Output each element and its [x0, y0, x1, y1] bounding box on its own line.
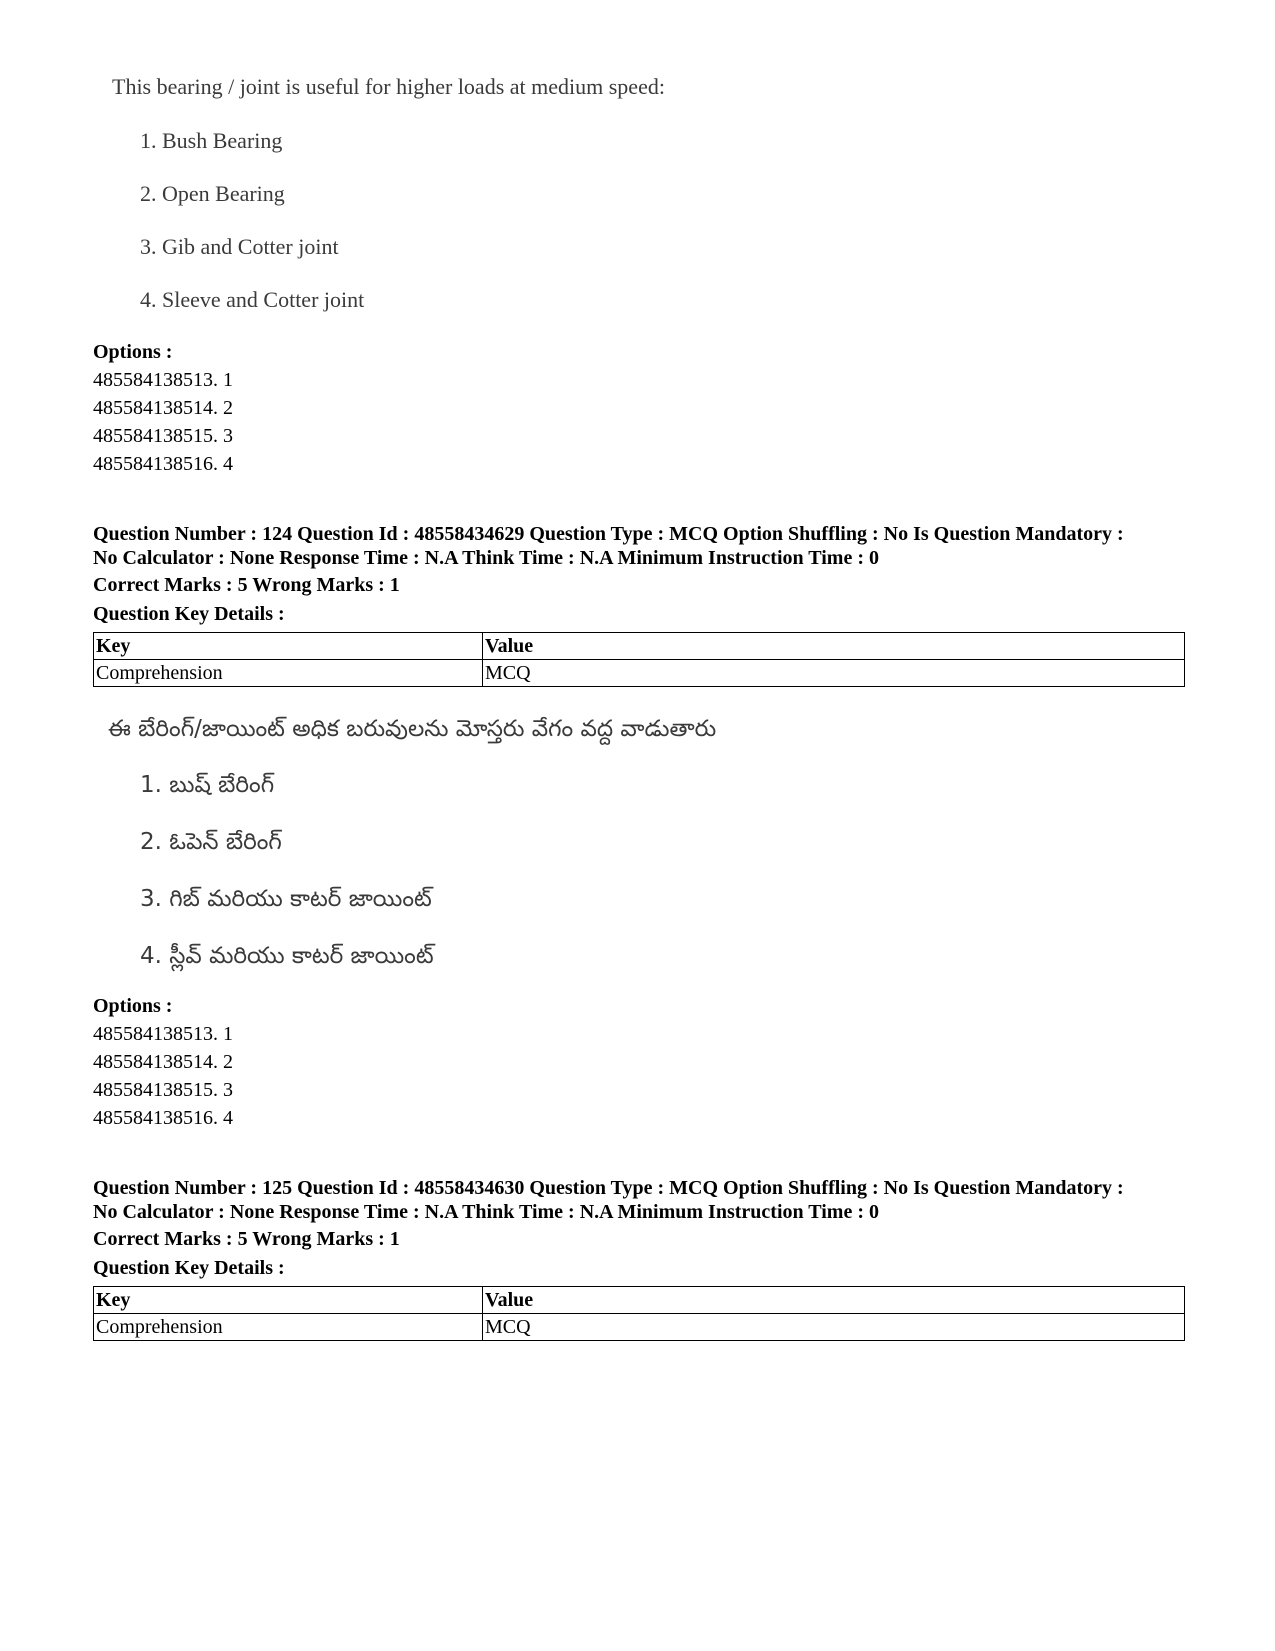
table-cell-key: Comprehension	[94, 660, 483, 687]
question-124-key-table	[93, 632, 1185, 687]
table-header-key: Key	[94, 1287, 483, 1314]
choice-telugu-4: 4. స్లీవ్ మరియు కాటర్ జాయింట్	[140, 943, 434, 969]
question-meta-line-1: Question Number : 124 Question Id : 48558434629 Question Type : MCQ Option Shuffling : No Is Question Mandatory :	[93, 523, 1124, 545]
question-125-key-details-label: Question Key Details :	[93, 1257, 285, 1279]
table-cell-value: MCQ	[483, 1314, 1185, 1341]
choice-english-4: 4. Sleeve and Cotter joint	[140, 287, 365, 312]
question-124-key-details-label: Question Key Details :	[93, 603, 285, 625]
choice-telugu-1: 1. బుష్ బేరింగ్	[140, 772, 275, 798]
option-item: 485584138514. 2	[93, 1051, 233, 1073]
option-item: 485584138515. 3	[93, 1079, 233, 1101]
table-header-row	[94, 633, 1185, 660]
options-label: Options :	[93, 341, 173, 363]
options-block-1	[93, 338, 233, 478]
choice-telugu-2: 2. ఓపెన్ బేరింగ్	[140, 829, 282, 855]
table-header-row	[94, 1287, 1185, 1314]
question-text-english: This bearing / joint is useful for higher loads at medium speed:	[112, 74, 665, 99]
table-header-key: Key	[94, 633, 483, 660]
option-item: 485584138513. 1	[93, 1023, 233, 1045]
option-item: 485584138516. 4	[93, 453, 233, 475]
option-item: 485584138514. 2	[93, 397, 233, 419]
choice-english-2: 2. Open Bearing	[140, 181, 285, 206]
question-meta-line-2: No Calculator : None Response Time : N.A Think Time : N.A Minimum Instruction Time : 0	[93, 547, 879, 569]
question-meta-line-2: No Calculator : None Response Time : N.A Think Time : N.A Minimum Instruction Time : 0	[93, 1201, 879, 1223]
table-cell-key: Comprehension	[94, 1314, 483, 1341]
question-125-key-table	[93, 1286, 1185, 1341]
question-text-telugu: ఈ బేరింగ్/జాయింట్ అధిక బరువులను మోస్తరు వేగం వద్ద వాడుతారు	[108, 716, 717, 742]
choice-english-1: 1. Bush Bearing	[140, 128, 283, 153]
question-124-marks: Correct Marks : 5 Wrong Marks : 1	[93, 574, 400, 596]
option-item: 485584138515. 3	[93, 425, 233, 447]
table-header-value: Value	[483, 633, 1185, 660]
table-cell-value: MCQ	[483, 660, 1185, 687]
question-meta-line-1: Question Number : 125 Question Id : 48558434630 Question Type : MCQ Option Shuffling : No Is Question Mandatory :	[93, 1177, 1124, 1199]
options-label: Options :	[93, 995, 173, 1017]
options-block-124	[93, 992, 233, 1132]
choice-telugu-3: 3. గిబ్ మరియు కాటర్ జాయింట్	[140, 886, 432, 912]
choice-english-3: 3. Gib and Cotter joint	[140, 234, 339, 259]
table-row	[94, 660, 1185, 687]
question-125-marks: Correct Marks : 5 Wrong Marks : 1	[93, 1228, 400, 1250]
question-125-meta	[93, 1176, 1124, 1224]
table-header-value: Value	[483, 1287, 1185, 1314]
table-row	[94, 1314, 1185, 1341]
question-124-meta	[93, 522, 1124, 570]
option-item: 485584138513. 1	[93, 369, 233, 391]
option-item: 485584138516. 4	[93, 1107, 233, 1129]
